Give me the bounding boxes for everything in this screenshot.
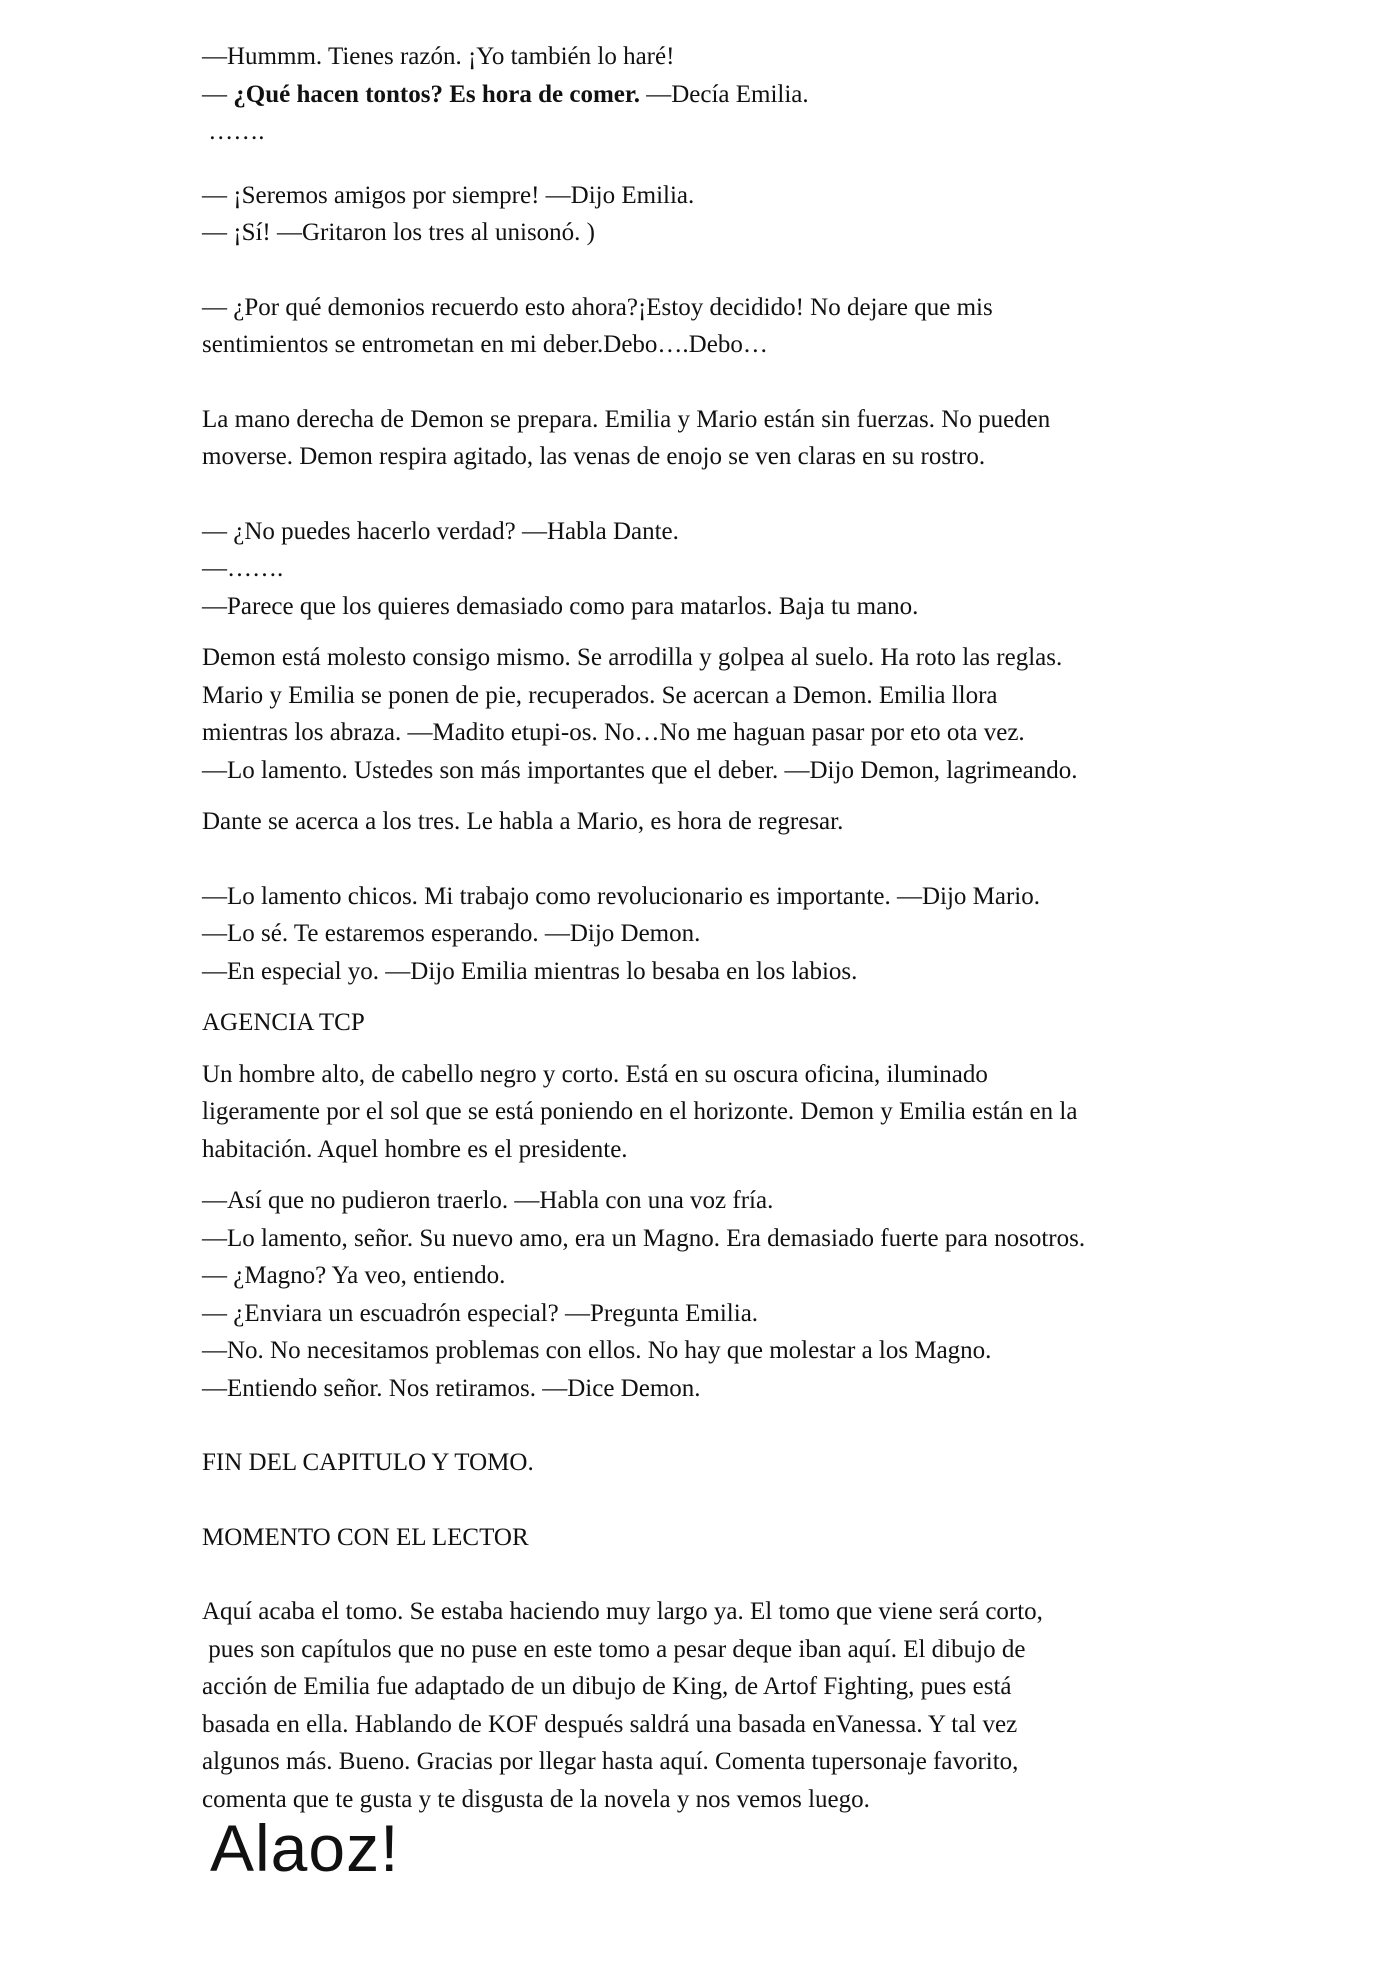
author-signature: Alaoz! — [210, 1811, 400, 1885]
text-line: — ¡Sí! —Gritaron los tres al unisonó. ) — [202, 219, 596, 246]
text-line: —Así que no pudieron traerlo. —Habla con una voz fría. — [202, 1187, 774, 1214]
text-line: acción de Emilia fue adaptado de un dibujo de King, de Artof Fighting, pues está — [202, 1673, 1012, 1700]
text-line: basada en ella. Hablando de KOF después saldrá una basada enVanessa. Y tal vez — [202, 1710, 1018, 1738]
text-line: —Entiendo señor. Nos retiramos. —Dice Demon. — [202, 1374, 701, 1402]
text-line: La mano derecha de Demon se prepara. Emilia y Mario están sin fuerzas. No pueden — [202, 405, 1051, 433]
text-line: — ¡Seremos amigos por siempre! —Dijo Emilia. — [202, 181, 695, 209]
text-line: — ¿Por qué demonios recuerdo esto ahora?¡Estoy decidido! No dejare que mis — [202, 293, 993, 321]
text-line: Un hombre alto, de cabello negro y corto. Está en su oscura oficina, iluminado — [202, 1060, 988, 1088]
text-line: —Parece que los quieres demasiado como para matarlos. Baja tu mano. — [202, 592, 919, 620]
text-line: Demon está molesto consigo mismo. Se arrodilla y golpea al suelo. Ha roto las reglas. — [202, 644, 1063, 671]
text-line: sentimientos se entrometan en mi deber.Debo….Debo… — [202, 331, 768, 358]
dialogue-tag: —Decía Emilia. — [639, 80, 809, 108]
text-line: ligeramente por el sol que se está poniendo en el horizonte. Demon y Emilia están en la — [202, 1098, 1078, 1125]
text-line: —Lo lamento, señor. Su nuevo amo, era un Magno. Era demasiado fuerte para nosotros. — [202, 1224, 1086, 1252]
text-line: — ¿No puedes hacerlo verdad? —Habla Dante. — [202, 517, 679, 545]
text-line: — ¿Magno? Ya veo, entiendo. — [202, 1262, 506, 1289]
bold-dialogue: ¿Qué hacen tontos? Es hora de comer. — [233, 80, 640, 108]
text-line: —Lo sé. Te estaremos esperando. —Dijo Demon. — [202, 920, 701, 947]
text-line: habitación. Aquel hombre es el presidente. — [202, 1135, 628, 1163]
text-line: Dante se acerca a los tres. Le habla a Mario, es hora de regresar. — [202, 808, 844, 835]
section-heading-end: FIN DEL CAPITULO Y TOMO. — [202, 1449, 534, 1476]
text-line: —Lo lamento. Ustedes son más importantes que el deber. —Dijo Demon, lagrimeando. — [202, 756, 1078, 784]
ellipsis-line: ……. — [202, 118, 265, 145]
text-line: —Lo lamento chicos. Mi trabajo como revolucionario es importante. —Dijo Mario. — [202, 882, 1040, 910]
text-line-bold — [202, 76, 1242, 114]
text-line: —No. No necesitamos problemas con ellos. No hay que molestar a los Magno. — [202, 1337, 992, 1364]
text-line: —Hummm. Tienes razón. ¡Yo también lo haré! — [202, 43, 675, 70]
text-line: mientras los abraza. —Madito etupi-os. No…No me haguan pasar por eto ota vez. — [202, 719, 1025, 746]
text-line: pues son capítulos que no puse en este tomo a pesar deque iban aquí. El dibujo de — [202, 1635, 1026, 1663]
document-page — [202, 38, 1242, 1818]
text-line: comenta que te gusta y te disgusta de la novela y nos vemos luego. — [202, 1785, 870, 1813]
text-line: — ¿Enviara un escuadrón especial? —Pregunta Emilia. — [202, 1299, 759, 1327]
section-heading-agency: AGENCIA TCP — [202, 1009, 365, 1036]
dash: — — [202, 80, 234, 108]
text-line: Mario y Emilia se ponen de pie, recuperados. Se acercan a Demon. Emilia llora — [202, 681, 998, 709]
text-line: algunos más. Bueno. Gracias por llegar hasta aquí. Comenta tupersonaje favorito, — [202, 1748, 1019, 1775]
text-line: moverse. Demon respira agitado, las venas de enojo se ven claras en su rostro. — [202, 443, 986, 470]
text-line: —……. — [202, 555, 284, 582]
text-line: Aquí acaba el tomo. Se estaba haciendo muy largo ya. El tomo que viene será corto, — [202, 1598, 1043, 1625]
text-line: —En especial yo. —Dijo Emilia mientras lo besaba en los labios. — [202, 957, 858, 985]
section-heading-reader: MOMENTO CON EL LECTOR — [202, 1523, 529, 1551]
